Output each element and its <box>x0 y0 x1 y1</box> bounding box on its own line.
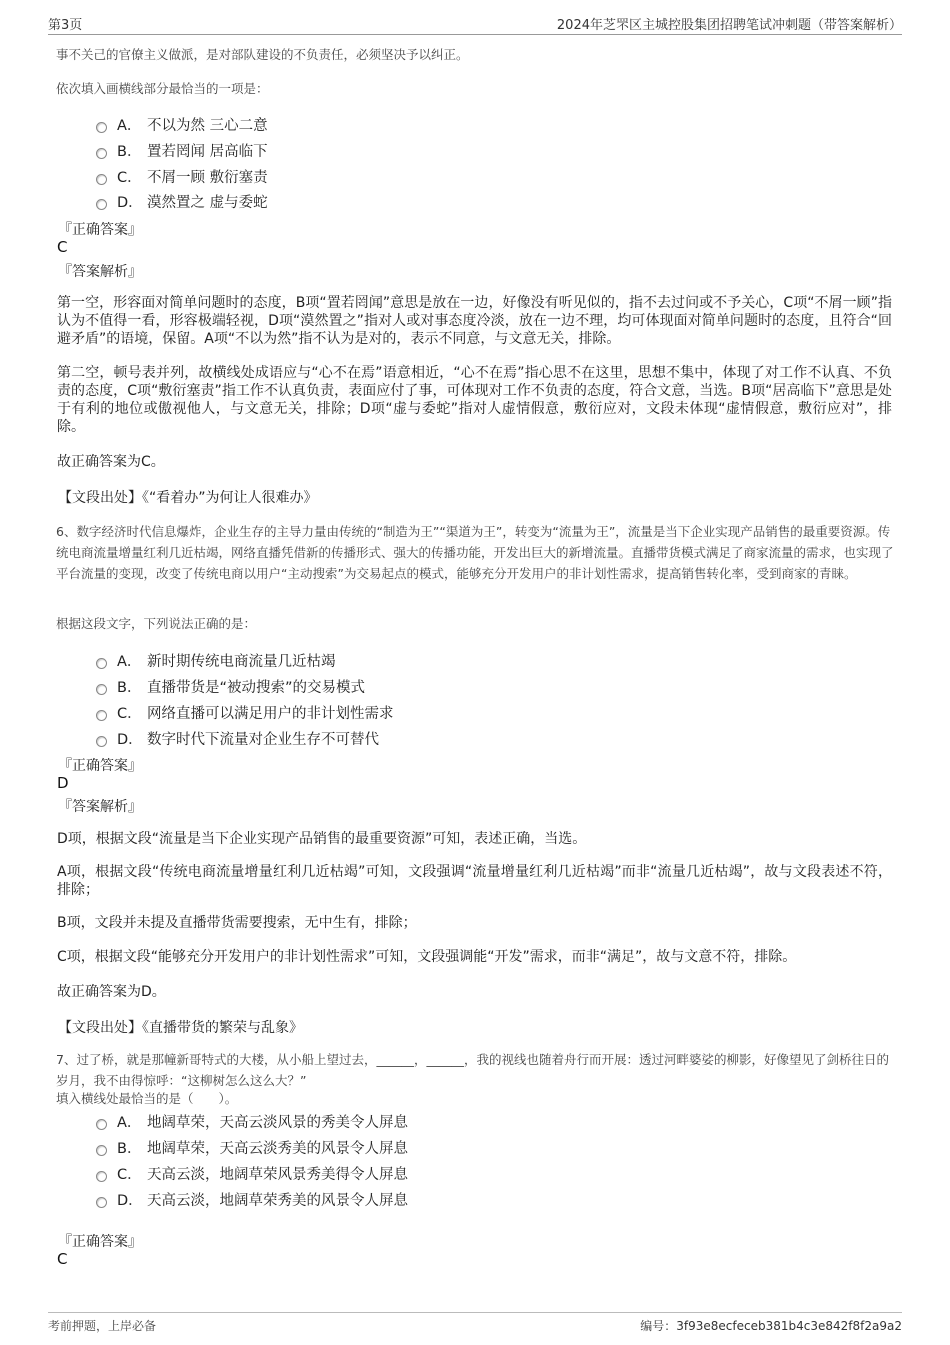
q7-option-a[interactable] <box>96 1111 408 1131</box>
q6-stem: 6、数字经济时代信息爆炸，企业生存的主导力量由传统的“制造为王”“渠道为王”，转变为“流量为王”，流量是当下企业实现产品销售的最重要资源。传统电商流量增量红利几近枯竭，网络直播凭借新的传播形式、强大的传播功能，开发出巨大的新增流量。直播带货模式满足了商家流量的需求，也实现了平台流量的变现，改变了传统电商以用户“主动搜索”为交易起点的模式，能够充分开发用户的非计划性需求，提高销售转化率，受到商家的青睐。 <box>56 524 894 581</box>
q6-analysis-label: 『答案解析』 <box>58 799 142 815</box>
q6-source: 【文段出处】《直播带货的繁荣与乱象》 <box>58 1020 303 1036</box>
radio-icon[interactable] <box>96 1119 107 1130</box>
option-text: 地阔草荣，天高云淡风景的秀美令人屏息 <box>147 1114 408 1131</box>
q6-analysis-p4: C项，根据文段“能够充分开发用户的非计划性需求”可知，文段强调能“开发”需求，而非“满足”，故与文意不符，排除。 <box>57 949 797 965</box>
option-text: 数字时代下流量对企业生存不可替代 <box>147 731 379 748</box>
option-letter: A． <box>117 1114 142 1131</box>
q5-answer: C <box>57 238 68 256</box>
page-number: 第3页 <box>48 18 83 33</box>
option-text: 网络直播可以满足用户的非计划性需求 <box>147 705 394 722</box>
q5-answer-label: 『正确答案』 <box>58 222 142 238</box>
q6-option-b[interactable] <box>96 676 365 696</box>
q5-analysis-p1: 第一空，形容面对简单问题时的态度，B项“置若罔闻”意思是放在一边，好像没有听见似的，指不去过问或不予关心，C项“不屑一顾”指认为不值得一看，形容极端轻视，D项“漠然置之”指对人或对事态度冷淡，放在一边不理，均可体现面对简单问题时的态度，且符合“回避矛盾”的语境，保留。A项“不以为然”指不认为是对的，表示不同意，与文意无关，排除。 <box>57 295 892 347</box>
q6-analysis-p5: 故正确答案为D。 <box>57 984 166 1000</box>
radio-icon[interactable] <box>96 658 107 669</box>
q6-answer: D <box>57 774 69 792</box>
q6-option-d[interactable] <box>96 728 379 748</box>
option-text: 不屑一顾 敷衍塞责 <box>147 169 268 186</box>
option-text: 天高云淡，地阔草荣秀美的风景令人屏息 <box>147 1192 408 1209</box>
q5-option-a[interactable] <box>96 114 268 134</box>
q7-answer-label: 『正确答案』 <box>58 1234 142 1250</box>
q6-analysis-p3: B项，文段并未提及直播带货需要搜索，无中生有，排除； <box>57 915 417 931</box>
radio-icon[interactable] <box>96 122 107 133</box>
option-letter: D． <box>117 194 143 211</box>
option-letter: C． <box>117 1166 142 1183</box>
document-id: 编号：3f93e8ecfeceb381b4c3e842f8f2a9a2 <box>640 1319 902 1333</box>
q6-prompt: 根据这段文字，下列说法正确的是： <box>56 616 257 631</box>
q5-option-b[interactable] <box>96 140 268 160</box>
q5-analysis-p2: 第二空，顿号表并列，故横线处成语应与“心不在焉”语意相近，“心不在焉”指心思不在这里，思想不集中，体现了对工作不认真、不负责的态度，C项“敷衍塞责”指工作不认真负责，表面应付了事，可体现对工作不负责的态度，符合文意，当选。B项“居高临下”意思是处于有利的地位或傲视他人，与文意无关，排除；D项“虚与委蛇”指对人虚情假意，敷衍应对，文段未体现“虚情假意，敷衍应对”，排除。 <box>57 365 892 435</box>
q6-analysis-p1: D项，根据文段“流量是当下企业实现产品销售的最重要资源”可知，表述正确，当选。 <box>57 831 587 847</box>
option-text: 直播带货是“被动搜索”的交易模式 <box>147 679 366 696</box>
option-text: 新时期传统电商流量几近枯竭 <box>147 653 336 670</box>
q6-answer-label: 『正确答案』 <box>58 758 142 774</box>
option-letter: B． <box>117 1140 142 1157</box>
option-letter: D． <box>117 731 143 748</box>
option-letter: B． <box>117 143 142 160</box>
radio-icon[interactable] <box>96 736 107 747</box>
radio-icon[interactable] <box>96 1171 107 1182</box>
radio-icon[interactable] <box>96 1197 107 1208</box>
radio-icon[interactable] <box>96 684 107 695</box>
option-letter: A． <box>117 117 142 134</box>
q5-analysis-p3: 故正确答案为C。 <box>57 454 165 470</box>
q7-option-b[interactable] <box>96 1137 408 1157</box>
q7-option-c[interactable] <box>96 1163 408 1183</box>
q7-answer: C <box>57 1250 68 1268</box>
q5-passage-end: 事不关己的官僚主义做派，是对部队建设的不负责任，必须坚决予以纠正。 <box>56 47 469 62</box>
page-header <box>48 14 902 35</box>
option-text: 置若罔闻 居高临下 <box>147 143 268 160</box>
option-text: 天高云淡，地阔草荣风景秀美得令人屏息 <box>147 1166 408 1183</box>
q5-option-d[interactable] <box>96 191 268 211</box>
option-letter: C． <box>117 705 142 722</box>
option-text: 漠然置之 虚与委蛇 <box>147 194 268 211</box>
radio-icon[interactable] <box>96 174 107 185</box>
q6-option-c[interactable] <box>96 702 394 722</box>
document-title: 2024年芝罘区主城控股集团招聘笔试冲刺题（带答案解析） <box>556 18 902 33</box>
radio-icon[interactable] <box>96 148 107 159</box>
q5-analysis-label: 『答案解析』 <box>58 264 142 280</box>
option-letter: B． <box>117 679 142 696</box>
q7-stem: 7、过了桥，就是那幢新哥特式的大楼，从小船上望过去，______，______，我的视线也随着舟行而开展：透过河畔婆娑的柳影，好像望见了剑桥往日的岁月，我不由得惊呼：“这柳树怎么这么大？” <box>56 1052 889 1088</box>
q6-option-a[interactable] <box>96 650 336 670</box>
q7-prompt: 填入横线处最恰当的是（ ）。 <box>56 1091 238 1106</box>
radio-icon[interactable] <box>96 199 107 210</box>
radio-icon[interactable] <box>96 1145 107 1156</box>
footer-slogan: 考前押题，上岸必备 <box>48 1319 157 1333</box>
option-text: 地阔草荣，天高云淡秀美的风景令人屏息 <box>147 1140 408 1157</box>
q5-source: 【文段出处】《“看着办”为何让人很难办》 <box>58 490 318 506</box>
q7-option-d[interactable] <box>96 1189 408 1209</box>
page-footer <box>48 1312 902 1335</box>
radio-icon[interactable] <box>96 710 107 721</box>
option-letter: D． <box>117 1192 143 1209</box>
q5-prompt: 依次填入画横线部分最恰当的一项是： <box>56 81 269 96</box>
option-letter: C． <box>117 169 142 186</box>
q5-option-c[interactable] <box>96 166 268 186</box>
option-letter: A． <box>117 653 142 670</box>
q6-analysis-p2: A项，根据文段“传统电商流量增量红利几近枯竭”可知，文段强调“流量增量红利几近枯竭”而非“流量几近枯竭”，故与文段表述不符，排除； <box>57 864 892 898</box>
option-text: 不以为然 三心二意 <box>147 117 268 134</box>
